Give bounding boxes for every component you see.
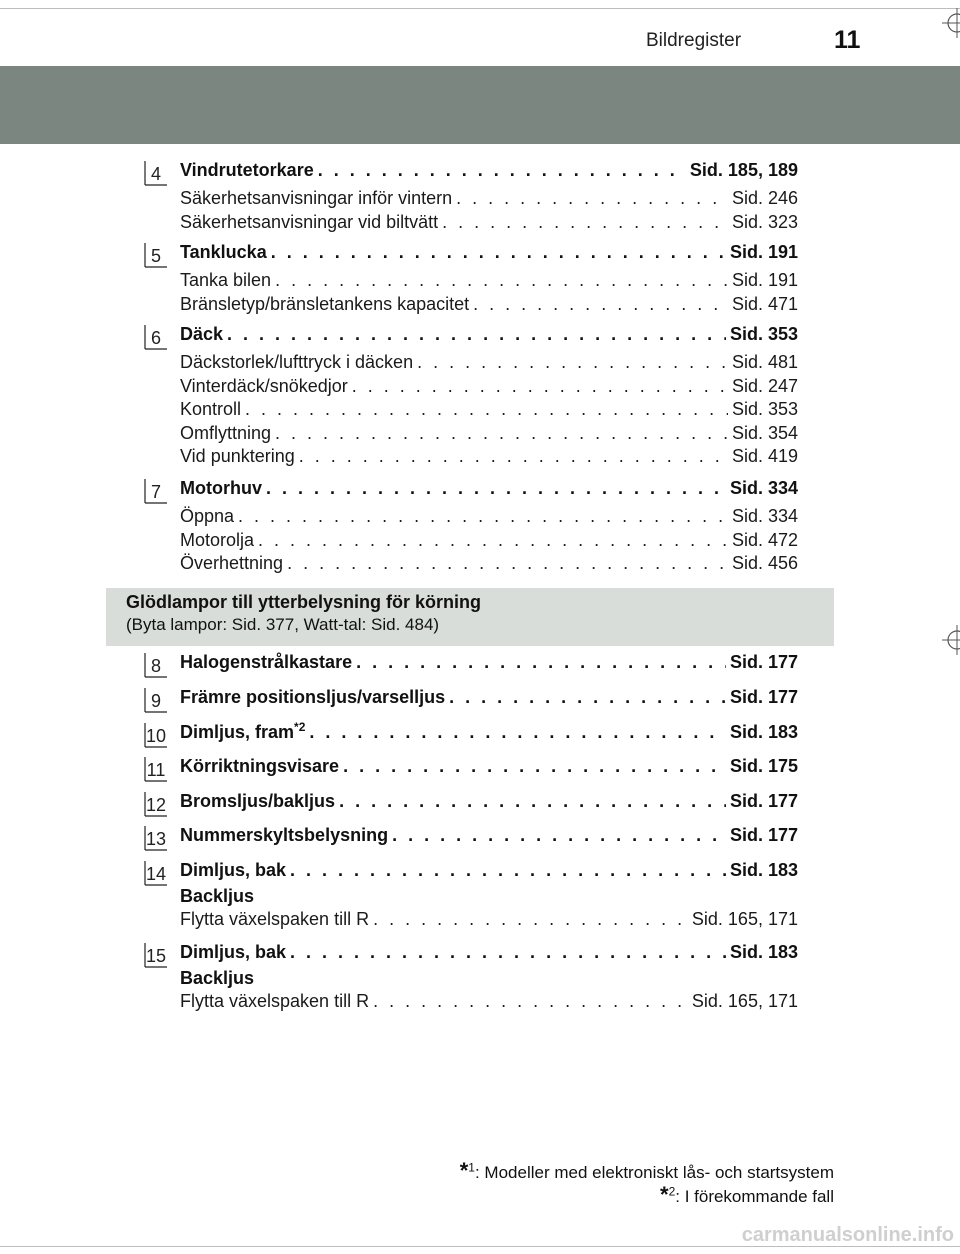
callout-number-text: 9: [150, 691, 162, 711]
entry-page-ref: Sid. 177: [729, 652, 798, 672]
callout-number-icon: [144, 860, 168, 886]
entry-label-text: Bromsljus/bakljus: [180, 791, 336, 811]
entry-label-text: Kontroll: [180, 399, 242, 420]
index-entry: [180, 756, 798, 780]
entry-label: [180, 942, 286, 963]
entry-label-text: Säkerhetsanvisningar inför vintern: [180, 188, 453, 208]
entry-page-ref: Sid. 177: [729, 825, 798, 845]
lamps-box-title: Glödlampor till ytterbelysning för körning: [126, 592, 482, 612]
callout-number-icon: [144, 242, 168, 268]
index-subentry: [180, 991, 798, 1015]
index-entry: [180, 687, 798, 711]
index-subentry: [180, 212, 798, 236]
entry-label-text: Flytta växelspaken till R: [180, 909, 370, 929]
dot-leader: [449, 687, 726, 708]
entry-label: [180, 553, 283, 574]
index-subentry: [180, 376, 798, 400]
footnote-marker: *: [459, 1158, 469, 1183]
callout-number-icon: [144, 722, 168, 748]
callout-number-icon: [144, 791, 168, 817]
entry-label-text: Vinterdäck/snökedjor: [180, 375, 348, 396]
entry-page-ref: Sid. 334: [731, 506, 798, 526]
entry-label-text: Däckstorlek/lufttryck i däcken: [180, 352, 414, 372]
index-subentry: [180, 270, 798, 294]
callout-number-text: 15: [145, 946, 167, 966]
entry-label: [180, 530, 254, 551]
entry-label: [180, 294, 469, 315]
entry-label: [180, 324, 223, 345]
footnote-number: 1: [468, 1160, 475, 1175]
registration-mark-icon: [942, 625, 960, 655]
footnote-text: : Modeller med elektroniskt lås- och startsystem: [474, 1163, 834, 1182]
dot-leader: [266, 478, 726, 499]
dot-leader: [339, 791, 726, 812]
dot-leader: [290, 942, 726, 963]
entry-label: [180, 756, 339, 777]
entry-page-ref: Sid. 175: [729, 756, 798, 776]
entry-label-text: Tanklucka: [180, 242, 267, 262]
index-subentry: [180, 909, 798, 933]
dot-leader: [287, 553, 728, 574]
crop-line-top: [0, 8, 960, 9]
callout-number-text: 6: [150, 328, 162, 348]
index-entry: [180, 722, 798, 746]
entry-label: [180, 478, 262, 499]
entry-label-text: Öppna: [180, 506, 235, 526]
entry-label-text: Tanka bilen: [180, 270, 272, 290]
dot-leader: [290, 860, 726, 881]
index-subentry: [180, 446, 798, 470]
footnote-text: : I förekommande fall: [675, 1187, 834, 1206]
entry-page-ref: Sid. 353: [731, 399, 798, 420]
entry-page-ref: Sid. 185, 189: [689, 160, 798, 180]
entry-label: [180, 399, 241, 420]
callout-number-text: 14: [145, 864, 167, 884]
index-entry: [180, 478, 798, 502]
entry-label: [180, 909, 369, 930]
entry-label: [180, 160, 314, 181]
dot-leader: [373, 909, 688, 930]
entry-label-text: Dimljus, fram: [180, 722, 295, 742]
watermark: carmanualsonline.info: [741, 1224, 954, 1246]
entry-label-text: Dimljus, bak: [180, 942, 287, 962]
entry-page-ref: Sid. 456: [731, 553, 798, 574]
callout-number-icon: [144, 687, 168, 713]
entry-label: [180, 270, 271, 291]
dot-leader: [227, 324, 726, 345]
dot-leader: [258, 530, 728, 551]
dot-leader: [473, 294, 728, 315]
entry-label: [180, 687, 445, 708]
callout-number-icon: [144, 160, 168, 186]
header-banner: [0, 66, 960, 144]
callout-number-text: 13: [145, 829, 167, 849]
entry-label-text: Vindrutetorkare: [180, 160, 314, 180]
entry-page-ref: Sid. 472: [731, 529, 798, 550]
dot-leader: [318, 160, 686, 181]
entry-label-text: Säkerhetsanvisningar vid biltvätt: [180, 211, 439, 232]
callout-number-icon: [144, 324, 168, 350]
entry-label-text: Omflyttning: [180, 422, 272, 443]
callout-number-text: 11: [146, 760, 166, 780]
dot-leader: [275, 270, 728, 291]
entry-label: [180, 652, 352, 673]
index-subentry: [180, 399, 798, 423]
index-entry: [180, 652, 798, 676]
index-subentry: [180, 294, 798, 318]
index-subheading: Backljus: [180, 968, 255, 988]
entry-page-ref: Sid. 183: [729, 860, 798, 880]
entry-page-ref: Sid. 165, 171: [691, 909, 798, 929]
entry-label: [180, 825, 388, 846]
callout-number-text: 5: [150, 246, 162, 266]
dot-leader: [352, 376, 728, 397]
callout-number-icon: [144, 942, 168, 968]
entry-label: [180, 212, 438, 233]
entry-page-ref: Sid. 323: [731, 211, 798, 232]
dot-leader: [392, 825, 726, 846]
index-subheading: Backljus: [180, 886, 255, 906]
dot-leader: [245, 399, 728, 420]
index-entry: [180, 160, 798, 184]
entry-label: [180, 722, 305, 743]
entry-label: [180, 446, 295, 467]
entry-label: [180, 991, 369, 1012]
lamps-box-subtitle: (Byta lampor: Sid. 377, Watt-tal: Sid. 484): [126, 615, 440, 634]
dot-leader: [417, 352, 728, 373]
entry-label: [180, 352, 413, 373]
dot-leader: [456, 188, 728, 209]
entry-page-ref: Sid. 191: [731, 270, 798, 290]
dot-leader: [299, 446, 728, 467]
callout-number-text: 7: [150, 482, 162, 502]
footnote-2: [660, 1182, 834, 1208]
entry-label: [180, 188, 452, 209]
entry-page-ref: Sid. 419: [731, 446, 798, 467]
entry-label-text: Däck: [180, 324, 224, 344]
entry-label-text: Motorhuv: [180, 478, 262, 498]
footnote-marker: *: [660, 1182, 669, 1207]
callout-number-text: 12: [145, 795, 167, 815]
entry-footnote-ref: *2: [294, 722, 306, 734]
entry-page-ref: Sid. 177: [729, 791, 798, 811]
entry-page-ref: Sid. 247: [731, 375, 798, 396]
entry-label-text: Vid punktering: [180, 446, 295, 467]
entry-page-ref: Sid. 246: [731, 188, 798, 208]
entry-label: [180, 376, 348, 397]
index-subentry: [180, 352, 798, 376]
footnote-1: [460, 1158, 834, 1184]
dot-leader: [343, 756, 726, 777]
entry-label-text: Överhettning: [180, 553, 284, 574]
dot-leader: [275, 423, 728, 444]
entry-label-text: Främre positionsljus/varselljus: [180, 687, 446, 707]
callout-number-icon: [144, 652, 168, 678]
entry-label-text: Körriktningsvisare: [180, 756, 340, 776]
entry-page-ref: Sid. 177: [729, 687, 798, 707]
entry-label: [180, 791, 335, 812]
entry-label-text: Dimljus, bak: [180, 860, 287, 880]
entry-label: [180, 506, 234, 527]
dot-leader: [356, 652, 726, 673]
callout-number-text: 8: [150, 656, 162, 676]
index-entry: [180, 860, 798, 884]
entry-page-ref: Sid. 183: [729, 722, 798, 742]
index-subentry: [180, 530, 798, 554]
index-subentry: [180, 188, 798, 212]
entry-page-ref: Sid. 334: [729, 478, 798, 498]
callout-number-icon: [144, 756, 168, 782]
index-entry: [180, 242, 798, 266]
entry-label: [180, 860, 286, 881]
entry-label-text: Bränsletyp/bränsletankens kapacitet: [180, 293, 470, 314]
entry-page-ref: Sid. 183: [729, 942, 798, 962]
entry-label: [180, 242, 267, 263]
callout-number-text: 10: [145, 726, 167, 746]
entry-label-text: Nummerskyltsbelysning: [180, 825, 389, 845]
entry-page-ref: Sid. 471: [731, 293, 798, 314]
index-entry: [180, 825, 798, 849]
entry-label-text: Flytta växelspaken till R: [180, 991, 370, 1011]
running-header-title: Bildregister: [646, 30, 742, 51]
entry-page-ref: Sid. 481: [731, 352, 798, 372]
dot-leader: [309, 722, 726, 743]
entry-label: [180, 423, 271, 444]
index-entry: [180, 942, 798, 966]
page-number: 11: [834, 26, 861, 54]
footnote-number: 2: [668, 1184, 676, 1199]
entry-page-ref: Sid. 354: [731, 422, 798, 443]
index-entry: [180, 324, 798, 348]
entry-page-ref: Sid. 165, 171: [691, 991, 798, 1011]
index-subentry: [180, 553, 798, 577]
entry-label-text: Halogenstrålkastare: [180, 652, 353, 672]
entry-page-ref: Sid. 353: [729, 324, 798, 344]
dot-leader: [442, 212, 728, 233]
callout-number-icon: [144, 478, 168, 504]
dot-leader: [271, 242, 726, 263]
index-entry: [180, 791, 798, 815]
dot-leader: [238, 506, 728, 527]
index-subentry: [180, 506, 798, 530]
callout-number-icon: [144, 825, 168, 851]
registration-mark-icon: [942, 8, 960, 38]
callout-number-text: 4: [150, 164, 162, 184]
dot-leader: [373, 991, 688, 1012]
entry-page-ref: Sid. 191: [729, 242, 798, 262]
index-subentry: [180, 423, 798, 447]
entry-label-text: Motorolja: [180, 529, 255, 550]
